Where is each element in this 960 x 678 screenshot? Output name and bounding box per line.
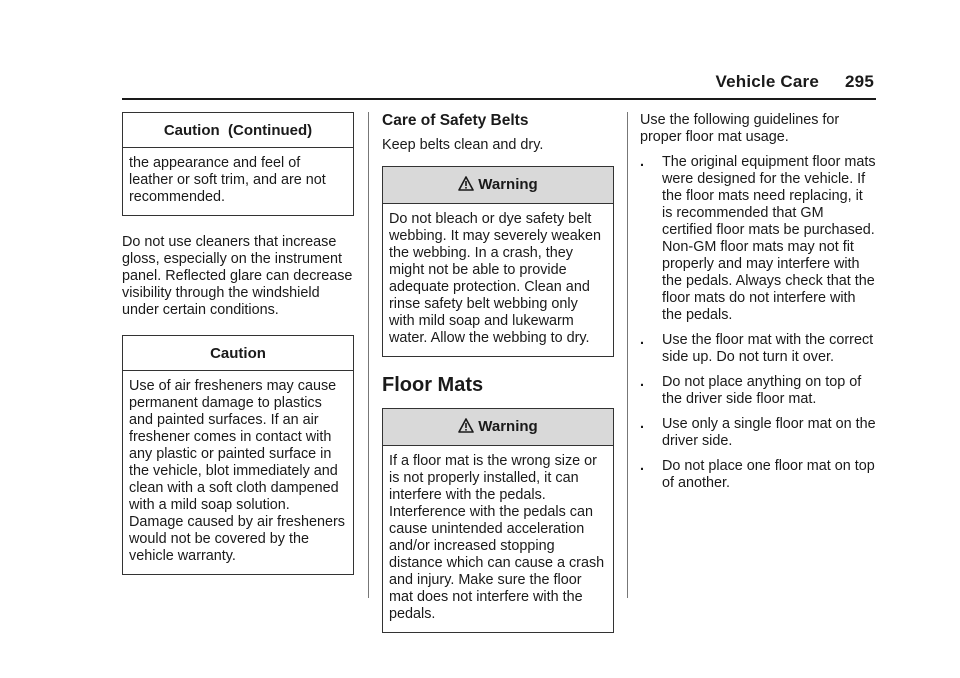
floor-mat-guidelines-list — [640, 154, 876, 492]
column-2 — [382, 112, 614, 633]
caution-body: Use of air fresheners may cause permanent damage to plastics and painted surfaces. If an air freshener comes in contact with any plastic or painted surface in the vehicle, blot immediately and clean with a soft cloth dampened with a mild soap solution. Damage caused by air fresheners would not be covered by the vehicle warranty. — [129, 378, 345, 564]
warning-title: Warning — [478, 176, 538, 193]
warning-triangle-icon — [458, 418, 474, 437]
column-divider — [368, 112, 369, 598]
warning-box-belts — [382, 166, 614, 357]
floor-mat-guidelines-intro: Use the following guidelines for proper floor mat usage. — [640, 112, 840, 145]
subheading-safety-belts: Care of Safety Belts — [382, 112, 529, 129]
column-divider — [627, 112, 628, 598]
warning-body-belts: Do not bleach or dye safety belt webbing. It may severely weaken the webbing. In a crash, they might not be able to provide adequate protection. Clean and rinse safety belt webbing only with mild soap and lukewarm water. Allow the webbing to dry. — [389, 211, 601, 346]
section-heading-floor-mats: Floor Mats — [382, 374, 484, 396]
list-item: . Use the floor mat with the correct side up. Do not turn it over. — [640, 332, 874, 365]
caution-continued-body: the appearance and feel of leather or soft trim, and are not recommended. — [129, 155, 326, 205]
list-item: . Do not place one floor mat on top of another. — [640, 458, 875, 491]
caution-continued-box — [122, 112, 354, 216]
caution-continued-title: Caution (Continued) — [123, 113, 353, 148]
header-title: Vehicle Care — [715, 72, 820, 91]
list-item: . The original equipment floor mats were designed for the vehicle. If the floor mats need replacing, it is recommended that GM certified floor mats be purchased. Non-GM floor mats may not fit properly and may interfere with the pedals. Always check that the floor mats do not interfere with the pedals. — [640, 154, 876, 323]
list-item: . Use only a single floor mat on the driver side. — [640, 416, 876, 449]
warning-box-floor-mats — [382, 408, 614, 633]
header-rule — [122, 98, 876, 100]
page-header — [716, 72, 875, 92]
column-3 — [640, 112, 876, 492]
safety-belts-intro: Keep belts clean and dry. — [382, 137, 544, 153]
warning-triangle-icon — [458, 176, 474, 195]
gloss-paragraph: Do not use cleaners that increase gloss, especially on the instrument panel. Reflected glare can decrease visibility through the windshield under certain conditions. — [122, 234, 353, 318]
warning-title: Warning — [478, 418, 538, 435]
warning-body-floor-mats: If a floor mat is the wrong size or is not properly installed, it can interfere with the pedals. Interference with the pedals can cause unintended acceleration and/or increased stopping distance which can cause a crash and injury. Make sure the floor mat does not interfere with the pedals. — [389, 453, 605, 622]
caution-box — [122, 335, 354, 575]
page-number: 295 — [845, 72, 874, 91]
caution-title: Caution — [123, 336, 353, 371]
list-item: . Do not place anything on top of the driver side floor mat. — [640, 374, 862, 407]
column-1 — [122, 112, 354, 575]
